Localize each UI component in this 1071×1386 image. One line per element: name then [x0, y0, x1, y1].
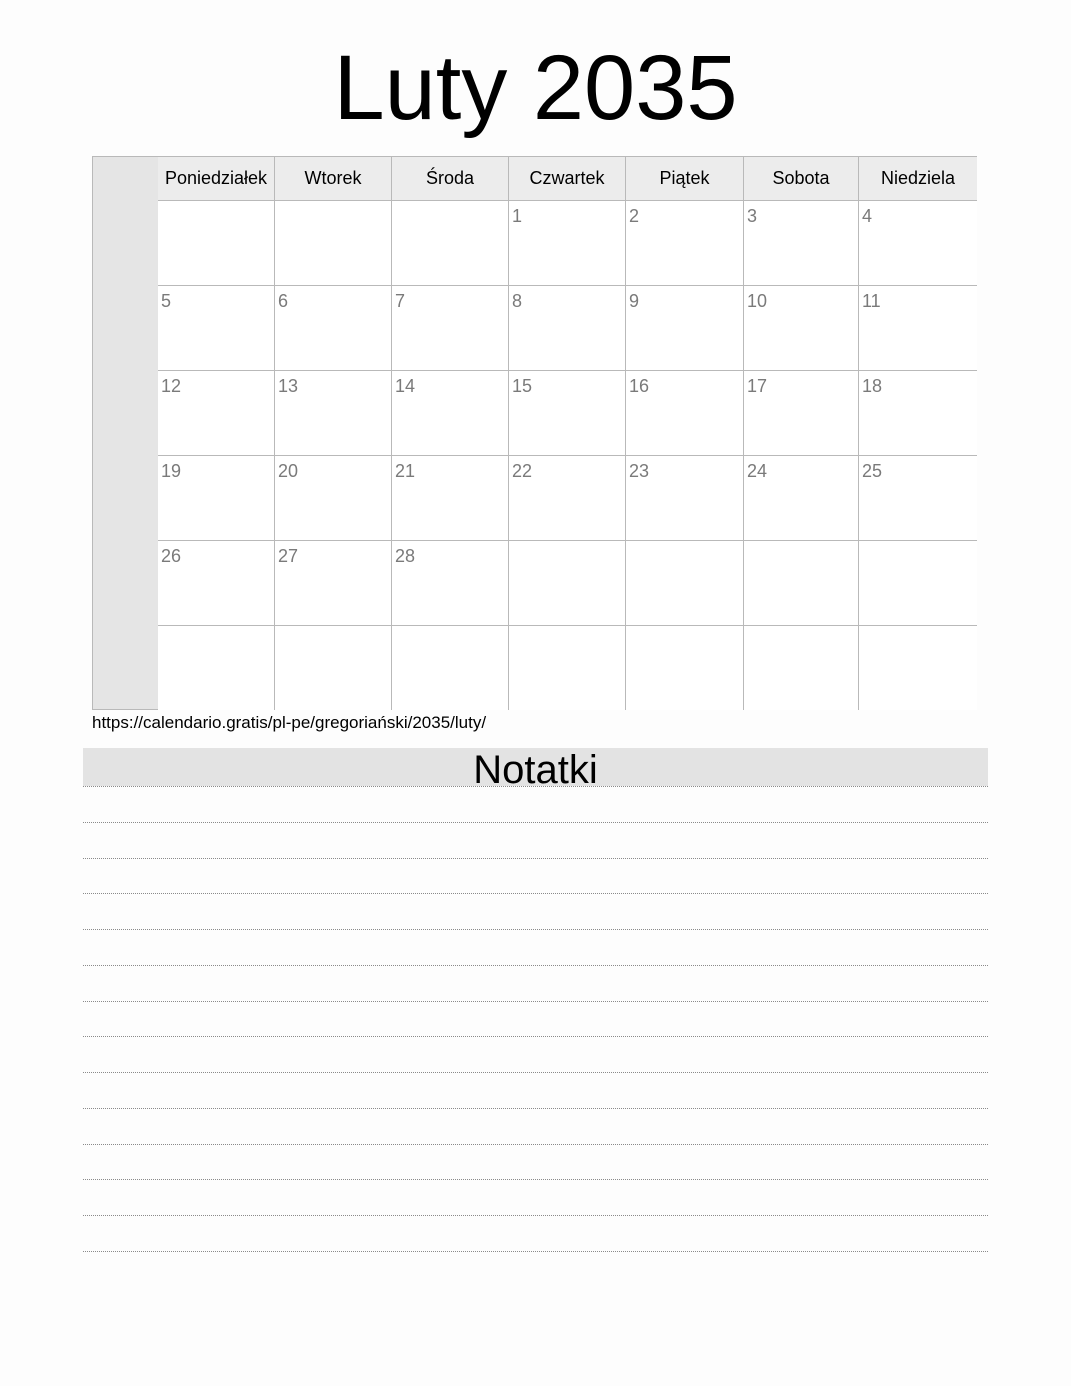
- note-line: [83, 1215, 988, 1216]
- day-number: 13: [278, 376, 299, 396]
- day-cell[interactable]: [392, 371, 509, 455]
- weekday-header: Środa: [392, 157, 509, 200]
- day-number: 24: [747, 461, 768, 481]
- day-cell[interactable]: [392, 541, 509, 625]
- day-number: 27: [278, 546, 299, 566]
- day-number: 28: [395, 546, 416, 566]
- day-cell[interactable]: [744, 371, 859, 455]
- week-row: [158, 286, 977, 371]
- week-row: [158, 201, 977, 286]
- note-line: [83, 893, 988, 894]
- weekday-header-row: [158, 157, 977, 201]
- day-cell[interactable]: [509, 371, 626, 455]
- weekday-header: Sobota: [744, 157, 859, 200]
- day-cell[interactable]: [859, 286, 977, 370]
- week-row: [158, 371, 977, 456]
- day-cell[interactable]: [158, 456, 275, 540]
- day-number: 7: [395, 291, 406, 311]
- day-cell[interactable]: [392, 201, 509, 285]
- day-cell[interactable]: [275, 626, 392, 710]
- weekday-header: Piątek: [626, 157, 744, 200]
- day-cell[interactable]: [859, 626, 977, 710]
- day-cell[interactable]: [859, 541, 977, 625]
- day-cell[interactable]: [626, 201, 744, 285]
- week-row: [158, 456, 977, 541]
- day-cell[interactable]: [275, 201, 392, 285]
- day-cell[interactable]: [275, 541, 392, 625]
- calendar-grid: [92, 156, 977, 710]
- day-number: 12: [161, 376, 182, 396]
- day-number: 4: [862, 206, 873, 226]
- day-number: 17: [747, 376, 768, 396]
- weekday-header: Wtorek: [275, 157, 392, 200]
- day-cell[interactable]: [859, 201, 977, 285]
- note-line: [83, 858, 988, 859]
- day-grid: [158, 201, 977, 710]
- source-url: https://calendario.gratis/pl-pe/gregoriański/2035/luty/: [92, 713, 487, 732]
- day-cell[interactable]: [626, 286, 744, 370]
- day-number: 14: [395, 376, 416, 396]
- day-number: 22: [512, 461, 533, 481]
- note-line: [83, 1251, 988, 1252]
- day-cell[interactable]: [158, 541, 275, 625]
- day-number: 10: [747, 291, 768, 311]
- day-number: 11: [862, 291, 881, 311]
- note-line: [83, 1144, 988, 1145]
- day-cell[interactable]: [158, 626, 275, 710]
- day-number: 21: [395, 461, 416, 481]
- day-number: 5: [161, 291, 172, 311]
- day-number: 20: [278, 461, 299, 481]
- day-cell[interactable]: [509, 626, 626, 710]
- week-number-column: [93, 157, 159, 709]
- note-line: [83, 1036, 988, 1037]
- weekday-header: Poniedziałek: [158, 157, 275, 200]
- day-cell[interactable]: [859, 371, 977, 455]
- day-number: 9: [629, 291, 640, 311]
- note-line: [83, 965, 988, 966]
- day-cell[interactable]: [626, 371, 744, 455]
- day-number: 23: [629, 461, 650, 481]
- notes-header: [83, 748, 988, 792]
- day-number: 16: [629, 376, 650, 396]
- day-cell[interactable]: [859, 456, 977, 540]
- note-line: [83, 786, 988, 787]
- day-cell[interactable]: [744, 456, 859, 540]
- day-cell[interactable]: [744, 541, 859, 625]
- note-line: [83, 822, 988, 823]
- day-cell[interactable]: [626, 626, 744, 710]
- day-cell[interactable]: [392, 626, 509, 710]
- day-number: 6: [278, 291, 289, 311]
- note-line: [83, 929, 988, 930]
- day-number: 2: [629, 206, 640, 226]
- day-cell[interactable]: [626, 541, 744, 625]
- day-cell[interactable]: [275, 286, 392, 370]
- day-cell[interactable]: [158, 371, 275, 455]
- day-number: 18: [862, 376, 883, 396]
- day-cell[interactable]: [744, 201, 859, 285]
- note-line: [83, 1108, 988, 1109]
- day-cell[interactable]: [275, 456, 392, 540]
- week-row: [158, 541, 977, 626]
- day-number: 3: [747, 206, 758, 226]
- day-cell[interactable]: [392, 456, 509, 540]
- note-line: [83, 1072, 988, 1073]
- day-cell[interactable]: [509, 541, 626, 625]
- note-line: [83, 1001, 988, 1002]
- day-cell[interactable]: [158, 286, 275, 370]
- day-number: 19: [161, 461, 182, 481]
- week-row: [158, 626, 977, 710]
- day-cell[interactable]: [275, 371, 392, 455]
- note-line: [83, 1179, 988, 1180]
- day-cell[interactable]: [158, 201, 275, 285]
- notes-title: Notatki: [473, 748, 598, 792]
- day-number: 26: [161, 546, 182, 566]
- day-cell[interactable]: [744, 286, 859, 370]
- day-cell[interactable]: [509, 286, 626, 370]
- day-cell[interactable]: [744, 626, 859, 710]
- day-cell[interactable]: [626, 456, 744, 540]
- day-number: 1: [512, 206, 523, 226]
- day-cell[interactable]: [392, 286, 509, 370]
- day-number: 8: [512, 291, 523, 311]
- day-cell[interactable]: [509, 201, 626, 285]
- weekday-header: Czwartek: [509, 157, 626, 200]
- weekday-header: Niedziela: [880, 168, 956, 188]
- day-number: 15: [512, 376, 533, 396]
- page-title: Luty 2035: [333, 37, 738, 139]
- day-number: 25: [862, 461, 883, 481]
- day-cell[interactable]: [509, 456, 626, 540]
